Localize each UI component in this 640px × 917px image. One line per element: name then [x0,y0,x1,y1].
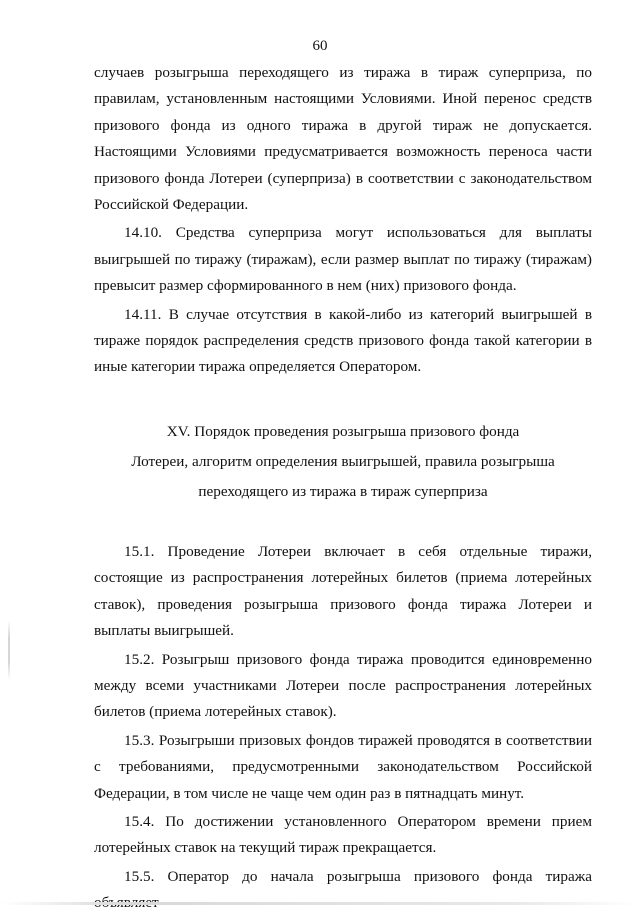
section-heading-line-2: Лотереи, алгоритм определения выигрышей, правила розыгрыша [131,452,555,470]
paragraph-continuation: случаев розыгрыша переходящего из тиража в тираж суперприза, по правилам, установленным настоящими Условиями. Иной перенос средств призового фонда из одного тиража в другой тираж не допускается. Настоящими Условиями предусматривается возможность переноса части призового фонда Лотереи (суперприза) в соответствии с законодательством Российской Федерации. [94,64,592,214]
section-heading [94,417,592,507]
paragraph-15-1: 15.1. Проведение Лотереи включает в себя отдельные тиражи, состоящие из распространения лотерейных билетов (приема лотерейных ставок), проведения розыгрыша призового фонда тиража Лотереи и выплаты выигрышей. [94,542,592,640]
paragraph-15-2: 15.2. Розыгрыш призового фонда тиража проводится единовременно между всеми участниками Лотереи после распространения лотерейных билетов (приема лотерейных ставок). [94,650,592,721]
scan-edge-mark [8,620,10,680]
section-heading-line-3: переходящего из тиража в тираж суперприза [198,482,488,500]
page-number: 60 [312,38,328,54]
document-body [94,60,592,917]
paragraph-15-3: 15.3. Розыгрыши призовых фондов тиражей проводятся в соответствии с требованиями, предусмотренными законодательством Российской Федерации, в том числе не чаще чем один раз в пятнадцать минут. [94,731,592,802]
paragraph-14-11: 14.11. В случае отсутствия в какой-либо из категорий выигрышей в тираже порядок распределения средств призового фонда такой категории в иные категории тиража определяется Оператором. [94,305,592,376]
section-heading-line-1: XV. Порядок проведения розыгрыша призового фонда [166,422,520,440]
paragraph-15-4: 15.4. По достижении установленного Оператором времени прием лотерейных ставок на текущий тираж прекращается. [94,812,592,857]
paragraph-14-10: 14.10. Средства суперприза могут использоваться для выплаты выигрышей по тиражу (тиражам), если размер выплат по тиражу (тиражам) превысит размер сформированного в нем (них) призового фонда. [94,224,592,295]
paragraph-15-5: 15.5. Оператор до начала розыгрыша призового фонда тиража [124,867,592,885]
